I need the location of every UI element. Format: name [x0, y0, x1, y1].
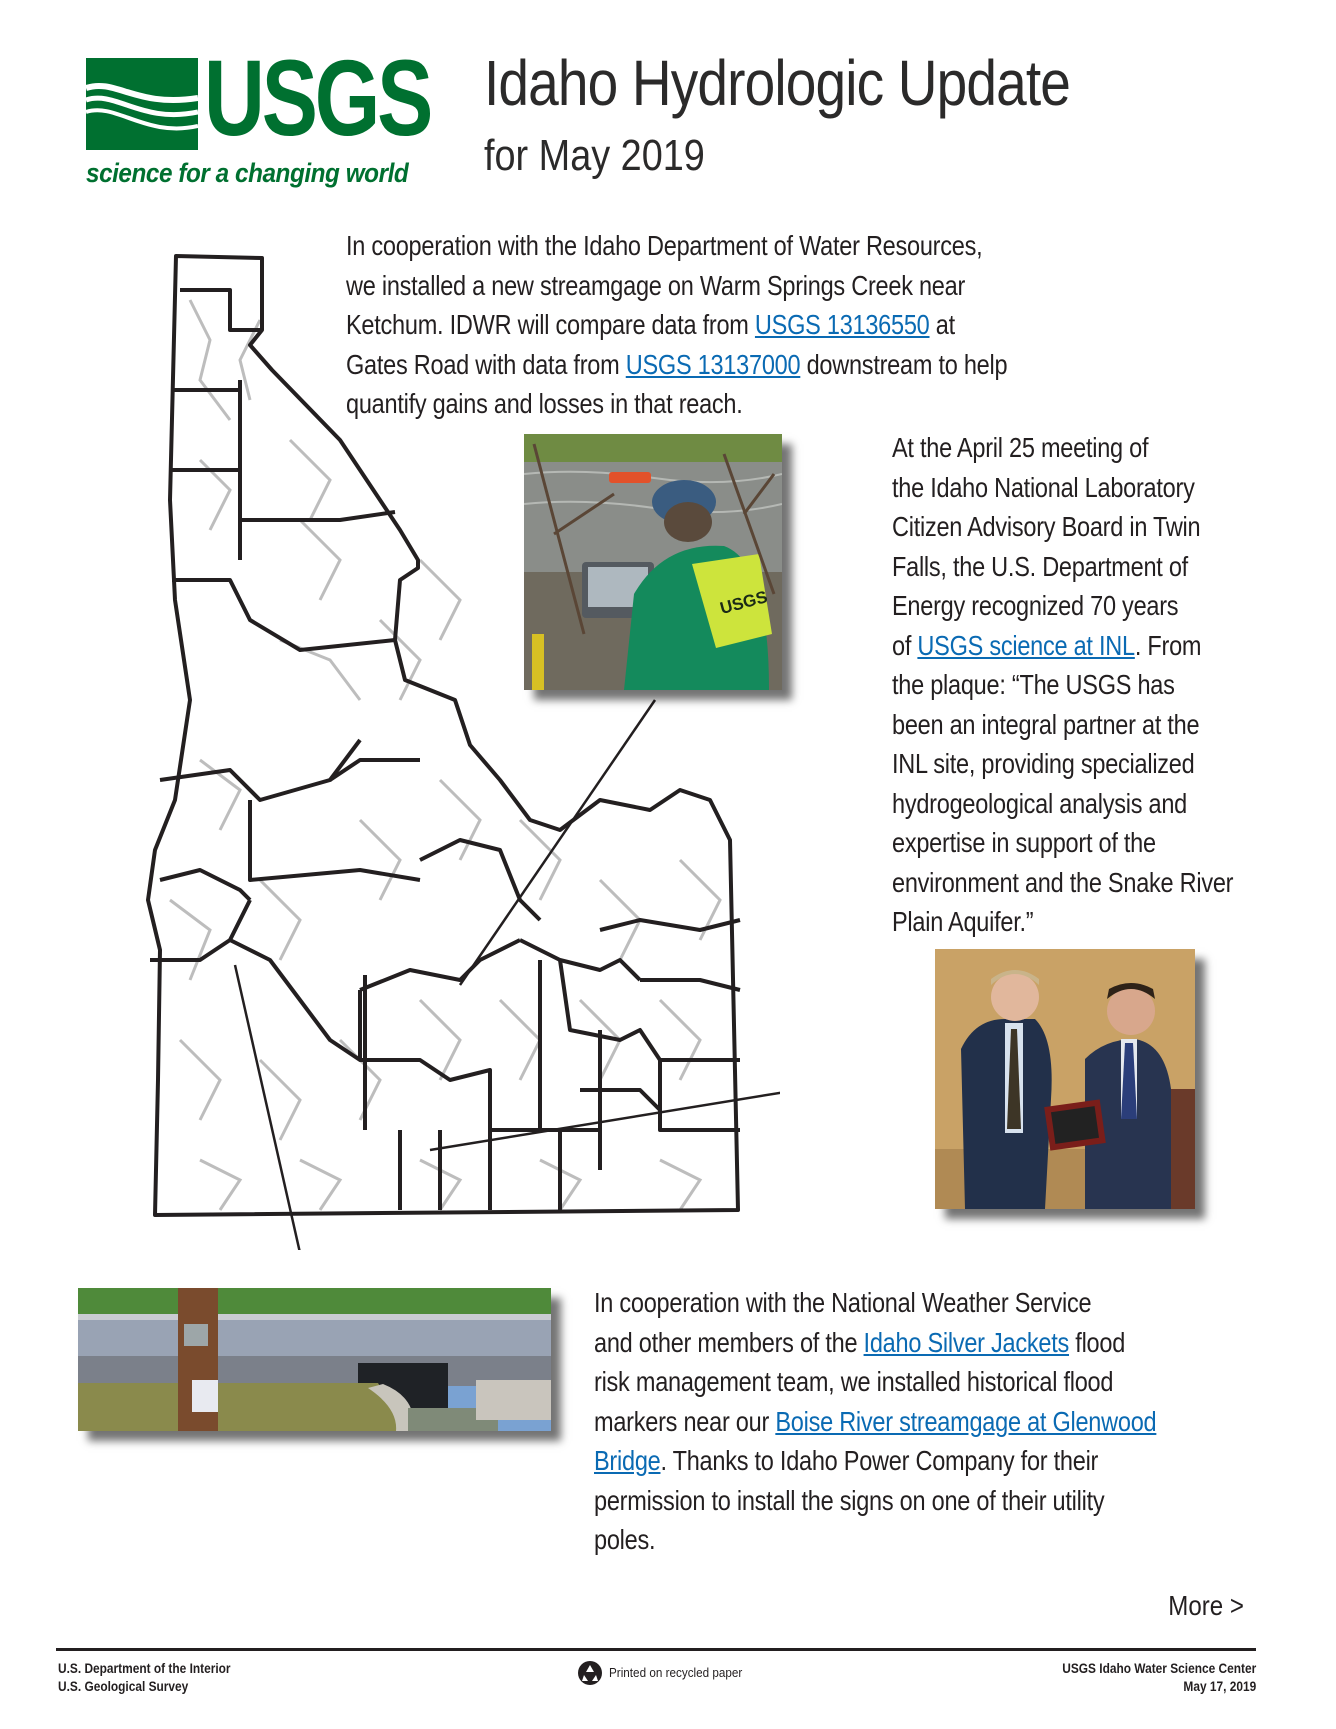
usgs-wordmark: USGS [204, 37, 431, 158]
footer-department: U.S. Department of the Interior [58, 1660, 231, 1676]
usgs-logo[interactable] [86, 37, 446, 188]
footer-agency [58, 1659, 261, 1695]
photo-flood-markers [78, 1288, 551, 1431]
recycle-icon [577, 1660, 603, 1686]
more-link[interactable]: More > [1168, 1590, 1244, 1621]
link-usgs-13136550[interactable]: USGS 13136550 [754, 309, 930, 340]
page-title: Idaho Hydrologic Update [484, 47, 1071, 119]
story-flood-markers-text: In cooperation with the National Weather Service and other members of the Idaho Silver Jackets flood risk management team, we installed historical flood markers near our Boise River streamgage at Glenwood Bridge. Thanks to Idaho Power Company for their permission to install the signs on one of their utility poles. [594, 1287, 1157, 1555]
link-usgs-science-at-inl[interactable]: USGS science at INL [917, 629, 1135, 661]
story-inl-award-text: At the April 25 meeting of the Idaho National Laboratory Citizen Advisory Board in Twin Falls, the U.S. Department of Energy recognized 70 years of USGS science at INL. From the plaque: “The USGS has been an integral partner at the INL site, providing specialized hydrogeological analysis and expertise in support of the environment and the Snake River Plain Aquifer.” [892, 432, 1234, 937]
usgs-wave-icon [86, 58, 198, 150]
svg-text:USGS: USGS [717, 587, 770, 618]
footer-survey: U.S. Geological Survey [58, 1678, 189, 1694]
link-boise-river-streamgage-cont[interactable]: Bridge [594, 1445, 661, 1476]
footer-center-info [1028, 1659, 1256, 1695]
photo-plaque-presentation [935, 949, 1195, 1209]
photo-streamgage-worker [524, 434, 782, 690]
page-subtitle: for May 2019 [484, 131, 705, 180]
footer-date: May 17, 2019 [1183, 1678, 1256, 1694]
link-idaho-silver-jackets[interactable]: Idaho Silver Jackets [863, 1326, 1070, 1358]
story-warm-springs-text: In cooperation with the Idaho Department of Water Resources, we installed a new streamgage on Warm Springs Creek near Ketchum. IDWR will compare data from USGS 13136550 at Gates Road with data from USGS 13137000 downstream to help quantify gains and losses in that reach. [346, 230, 1008, 419]
footer-divider [56, 1648, 1256, 1651]
link-usgs-13137000[interactable]: USGS 13137000 [625, 348, 801, 380]
footer-recycled [577, 1660, 757, 1686]
footer-science-center: USGS Idaho Water Science Center [1062, 1660, 1256, 1676]
footer-recycled-text: Printed on recycled paper [609, 1665, 743, 1680]
usgs-tagline: science for a changing world [86, 158, 409, 188]
link-boise-river-streamgage[interactable]: Boise River streamgage at Glenwood [775, 1405, 1157, 1437]
